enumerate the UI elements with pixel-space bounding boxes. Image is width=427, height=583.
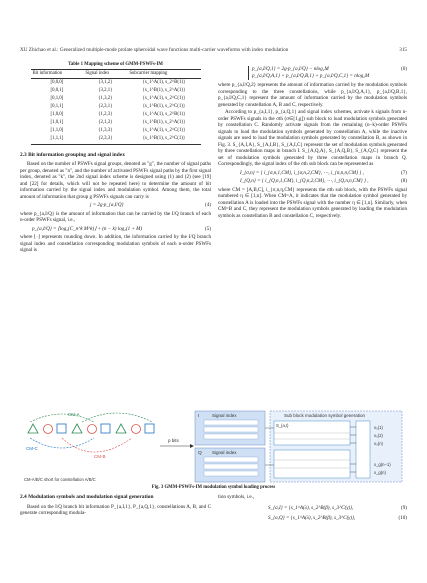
equation-8 xyxy=(218,178,407,185)
table-caption: Table 1 Mapping scheme of GMM-PSWFs-IM xyxy=(68,62,163,67)
table-cell: [0,1,1] xyxy=(50,104,64,110)
equation-body: j = 2g·p_{a,I/Q} xyxy=(90,202,124,209)
constellation-shapes xyxy=(28,424,154,434)
index-row xyxy=(204,471,258,476)
circle-shape xyxy=(44,425,53,434)
square-shape xyxy=(101,424,110,433)
table-cell: {s_1^B(1), s_2^A(1)} xyxy=(142,120,186,126)
symbol-grid-q xyxy=(274,450,350,478)
table-cell: [1,0,0] xyxy=(50,112,64,118)
table-cell: [1,1,1] xyxy=(31,136,84,145)
section-heading: 2.4 Modulation symbols and modulation signal generation xyxy=(20,494,154,500)
right-column xyxy=(218,62,407,220)
table-cell: {2,1,3} xyxy=(98,120,113,126)
table-header-cell: Signal index xyxy=(83,69,127,79)
index-row xyxy=(204,427,258,432)
triangle-shape xyxy=(28,424,38,433)
output-label: x_g(n) xyxy=(374,470,386,475)
cm-a-arc xyxy=(82,413,152,422)
header-title: XU Zhichao et al.: Generalized multiple-mode prolate spheroidal wave functions multi-carrier waveforms with index modulation xyxy=(20,47,289,53)
table-cell: {s_1^A(1), s_2^C(1)} xyxy=(142,95,186,101)
paragraph: tion symbols, i.e., xyxy=(218,494,255,500)
paragraph: Based on the number of PSWFs signal groups, denoted as "g", the number of signal paths per group, denoted as "n", and the number of activated PSWFs signal paths by the first signal index, denoted as "k", the 2nd signal index scheme is designed using (1) and (2) (see [19] and [22] for details, which will not be repeated here) to determine the amount of bit information carried by the signal index and modulation symbol. Among them, the total amount of information that group g PSWFs signals can carry is xyxy=(20,161,211,200)
table-cell: {3,1,2} xyxy=(98,79,113,85)
left-column xyxy=(20,62,211,255)
equation-5 xyxy=(20,226,211,233)
equation-body: S_{a,I} = {s_1^A(λ), s_2^B(β), s_3^C(γ)}, xyxy=(268,504,354,511)
table-cell: [1,1,0] xyxy=(50,128,64,134)
figure-caption: Fig. 3 GMM-PSWFs-IM modulation symbol loading process xyxy=(151,485,276,490)
symbol-set-label: S_{a,I} xyxy=(276,423,289,428)
equation-number: (7) xyxy=(401,169,407,176)
table-cell: [0,0,0] xyxy=(50,79,64,85)
left-column-bottom xyxy=(20,494,211,518)
equation-body: I_{σ,n} = { i_{σ,n,1,CM}, i_{σ,n,2,CM}, ⋯, i_{σ,n,n,CM} } , xyxy=(240,169,364,176)
equation-6 xyxy=(218,66,407,80)
table-row xyxy=(31,79,201,88)
table-row xyxy=(31,111,201,119)
p-bits-label: p bits xyxy=(168,438,179,443)
index-row xyxy=(204,434,258,439)
cm-b-arc xyxy=(62,438,132,452)
equation-body: I_{Q,n} = { i_{Q,n,1,CM}, i_{Q,n,2,CM}, ⋯, i_{Q,n,n,CM} } , xyxy=(240,178,369,184)
paragraph: According to p_{a,I,1}, p_{a,Q,1} and signal index schemes, activate k signals from n-order PSWFs signals in the σth (σ∈[1,g]) sub block to load modulation symbols generated by constellation C. Randomly activate signals from the remaining (n−k)-order PSWFs signals to load the modulation symbols generated by constellation A, while the inactive signals are used to load the modulation symbols generated by constellation B, as shown in Fig. 3. S_{A,I,A}, S_{A,I,B}, S_{A,I,C} represent the set of modulation symbols generated by three constellation maps in branch I. S_{A,Q,A}, S_{A,Q,B}, S_{A,Q,C} represent the set of modulation symbols generated by three constellation maps in branch Q. Correspondingly, the signal index of the σth sub block can be represented as xyxy=(218,109,407,167)
equation-body: S_{a,Q} = {s_1^A(λ), s_2^B(β), s_3^C(γ)}, xyxy=(268,515,356,521)
signal-index-q-label: Signal index xyxy=(212,450,237,455)
table-cell: {s_1^A(1), s_2^B(1)} xyxy=(142,112,186,118)
figure-3-diagram xyxy=(22,408,405,484)
square-shape xyxy=(145,424,154,433)
equation-7 xyxy=(218,170,407,177)
equation-number: (5) xyxy=(205,225,211,232)
paragraph: where ⌊·⌋ represents rounding down. In addition, the information carried by the I/Q branch signal index and constellation corresponding modulation symbols of each n-order PSWFs signal is xyxy=(20,234,211,254)
triangle-shape xyxy=(72,424,82,433)
output-column xyxy=(356,421,370,478)
table-cell: {1,3,2} xyxy=(98,95,113,101)
paragraph: where p_{a,I/Q} is the amount of information that can be carried by the I/Q branch of each n-order PSWFs signal, i.e., xyxy=(20,210,211,224)
equation-4 xyxy=(20,202,211,209)
table-header-cell: Subcarrier mapping xyxy=(127,69,200,79)
section-heading: 2.3 Bit information grouping and signal index xyxy=(20,151,125,158)
cm-b-label: CM-B xyxy=(94,454,106,459)
table-cell: {1,3,3} xyxy=(98,128,113,134)
arrow-head xyxy=(190,444,194,448)
branch-i-label: I xyxy=(198,414,200,419)
output-label: x₀(2) xyxy=(374,433,383,438)
table-cell: [0,1,0] xyxy=(50,95,64,101)
table-row xyxy=(31,119,201,127)
table-cell: {3,2,1} xyxy=(98,87,113,93)
signal-index-i-label: Signal index xyxy=(212,413,237,418)
table-cell: {2,3,1} xyxy=(98,104,113,110)
equation-number: (9) xyxy=(401,504,407,511)
table-cell: {s_1^A(1), s_2^C(1)} xyxy=(142,128,186,134)
table-header-row xyxy=(31,69,201,79)
figure-legend: CM-A/B/C short for constellation A/B/C xyxy=(24,477,96,482)
index-row xyxy=(204,457,258,462)
table-header-cell: Bit information xyxy=(31,69,84,79)
square-shape xyxy=(57,424,66,433)
output-label: x₀(n) xyxy=(374,441,383,446)
table-row xyxy=(31,87,201,95)
output-label: x_g(n−1) xyxy=(374,462,391,467)
table-cell: [1,0,1] xyxy=(50,120,64,126)
circle-shape xyxy=(88,425,97,434)
triangle-shape xyxy=(116,424,126,433)
output-label: x₀(1) xyxy=(374,425,383,430)
cm-c-label: CM-C xyxy=(26,446,38,451)
mapping-table xyxy=(31,69,201,145)
equation-9 xyxy=(218,505,407,512)
table-row xyxy=(31,103,201,111)
equation-number: (4) xyxy=(205,202,211,209)
index-row xyxy=(204,420,258,425)
table-cell: {s_1^B(1), s_2^C(1)} xyxy=(127,136,200,145)
equation-line: p_{a,I/Q,1} = 2g·p_{a,I/Q} − nlog₂M xyxy=(252,66,329,72)
table-row xyxy=(31,95,201,103)
circle-shape xyxy=(132,425,141,434)
cm-a-arc xyxy=(30,414,94,422)
index-row xyxy=(204,464,258,469)
page-number: 315 xyxy=(399,47,407,53)
table-cell: [0,0,1] xyxy=(50,87,64,93)
cm-c-arc xyxy=(30,438,94,448)
equation-body: p_{a,I/Q} = ⌊log₂(C_n^k M^k)⌋ + (n − k) log₂(1 + M) xyxy=(32,225,143,232)
equation-number: (8) xyxy=(401,178,407,184)
sub-block-label: Sub block modulation symbol generation xyxy=(284,413,366,418)
table-row xyxy=(31,136,201,145)
running-header xyxy=(20,47,407,56)
table-cell: {1,2,3} xyxy=(98,112,113,118)
equation-number: (6) xyxy=(401,66,407,72)
table-row xyxy=(31,128,201,136)
equation-system xyxy=(248,66,369,80)
cm-a-label: CM-A xyxy=(68,412,80,417)
paragraph: where CM = [A,B,C], i_{σ,n,η,CM} represents the σth sub block, with the PSWFs signal numbered η ∈ [1,n]. When CM=A, it indicates that the modulation symbol generated by constellation A is loaded into the PSWFs signal with the number η ∈ [1,n]. Similarly, when CM=B and C, they represent the modulation symbols generated by loading the modulation symbols as constellation B and constellation C, respectively. xyxy=(218,186,407,219)
table-cell: {s_1^A(1), s_2^B(1)} xyxy=(142,79,186,85)
paragraph: Based on the I/Q branch bit information P_{a,I,1}, P_{a,Q,1}, constellations A, B, and C generate corresponding modula- xyxy=(20,503,211,516)
right-column-bottom xyxy=(218,494,407,524)
branch-q-label: Q xyxy=(198,451,202,456)
equation-line: p_{a,I/Q,A,1} + p_{a,I/Q,B,1} + p_{a,I/Q,C,1} = nlog₂M xyxy=(252,73,370,79)
table-cell: {s_1^B(1), s_2^C(1)} xyxy=(142,104,186,110)
equation-number: (10) xyxy=(398,515,407,521)
table-cell: {s_1^B(1), s_2^A(1)} xyxy=(142,87,186,93)
table-cell: {2,3,3} xyxy=(83,136,127,145)
equation-10 xyxy=(218,515,407,522)
paragraph: where p_{a,I/Q,2} represents the amount of information carried by the modulation symbols corresponding to the three constellations, while p_{a,I/Q,A,1}, p_{a,I/Q,B,1}, p_{a,I/Q,C,1} represent the amount of information carried by the modulation symbols generated by constellation A, B and C, respectively. xyxy=(218,82,407,108)
